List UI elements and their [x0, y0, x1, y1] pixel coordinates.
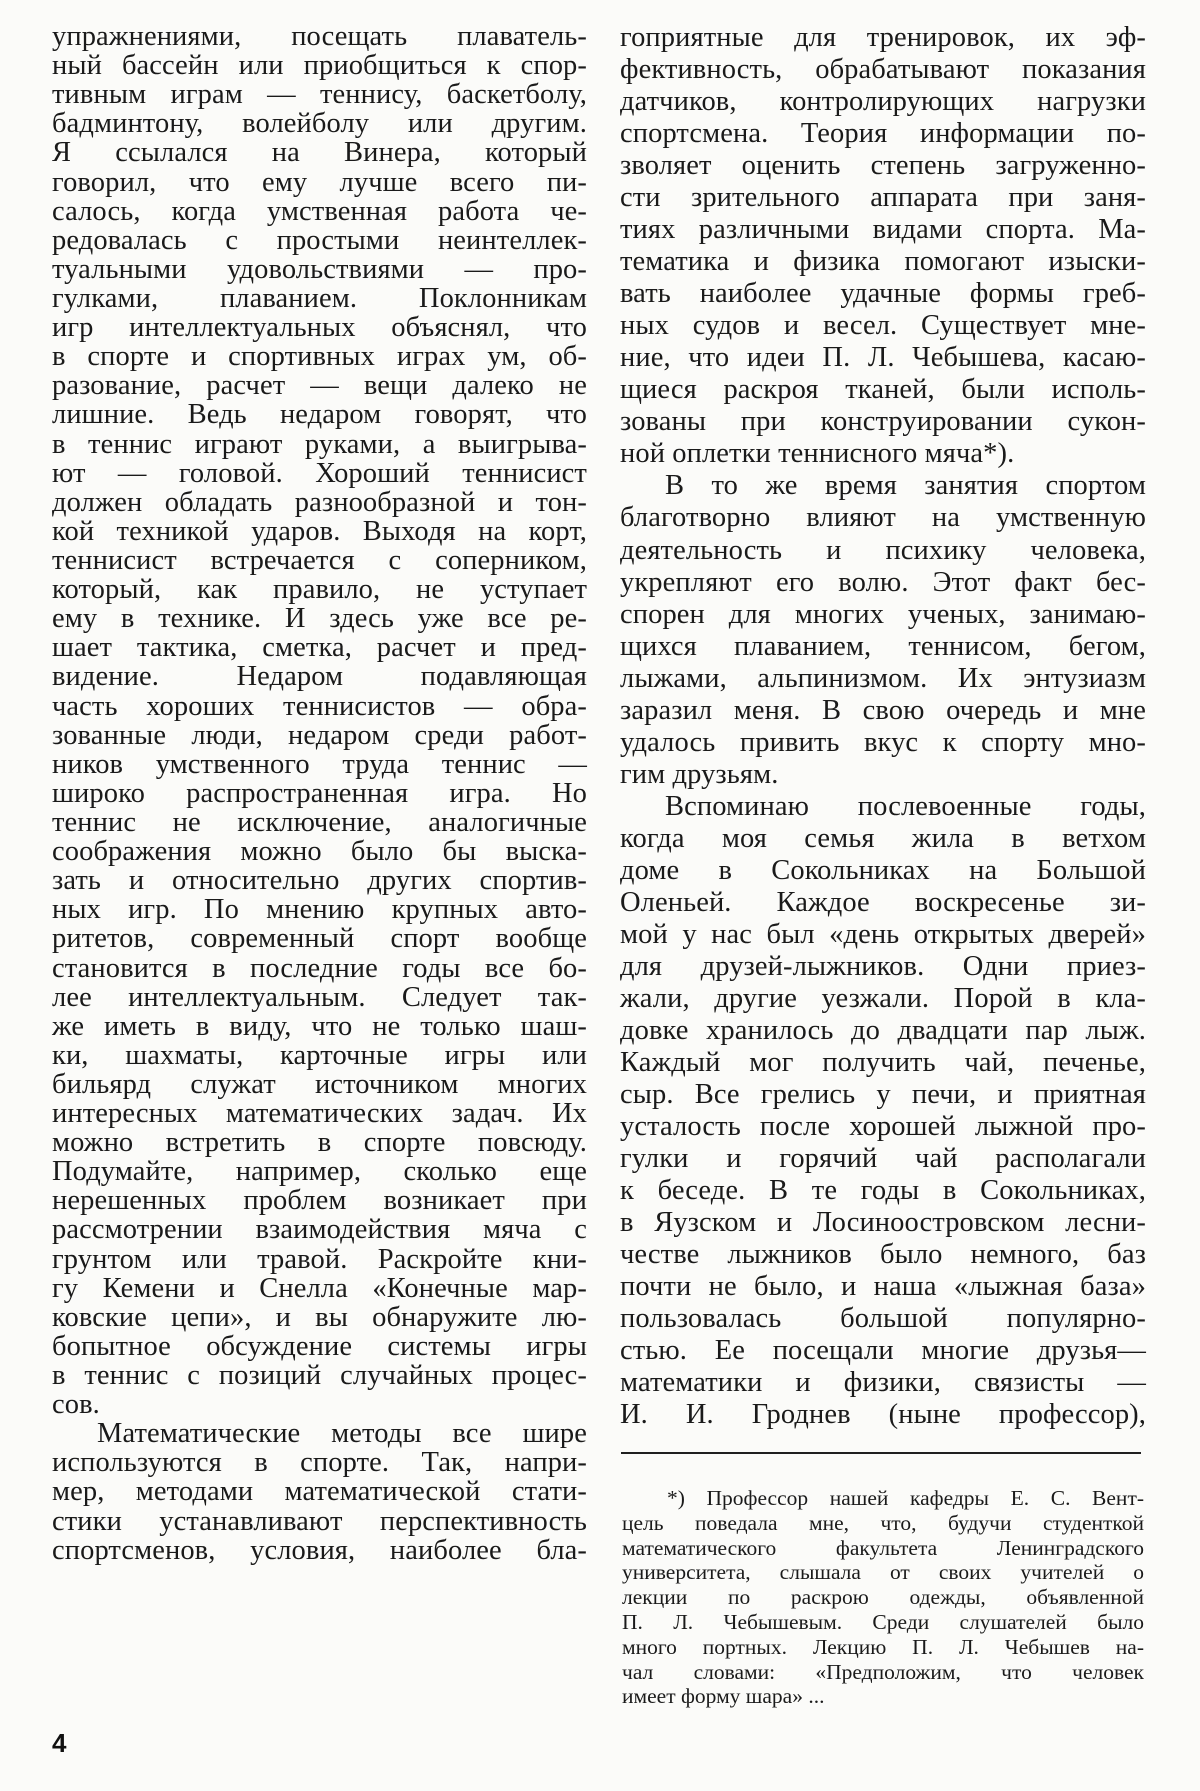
text-line: фективность, обрабатывают показания: [620, 54, 1146, 86]
text-line: ему в технике. И здесь уже все ре-: [52, 603, 587, 635]
text-line: упражнениями, посещать плаватель-: [52, 21, 587, 52]
text-line: в Яузском и Лосиноостровском лесни-: [620, 1207, 1146, 1239]
text-line: когда моя семья жила в ветхом: [620, 822, 1146, 854]
text-line: лыжами, альпинизмом. Их энтузиазм: [620, 662, 1146, 694]
text-line: ников умственного труда теннис —: [52, 748, 587, 780]
text-line: соображения можно было бы выска-: [52, 836, 587, 868]
text-line: зволяет оценить степень загруженно-: [620, 150, 1146, 182]
text-line: теннис не исключение, аналогичные: [52, 806, 587, 838]
text-line: в спорте и спортивных играх ум, об-: [52, 341, 587, 373]
text-line: цель поведала мне, что, будучи студенткой: [622, 1510, 1144, 1535]
text-line: для друзей-лыжников. Одни приез-: [620, 950, 1146, 982]
text-line: тематика и физика помогают изыски-: [620, 246, 1146, 278]
text-line: *) Профессор нашей кафедры Е. С. Вент-: [667, 1486, 1144, 1510]
text-line: широко распространенная игра. Но: [52, 777, 587, 809]
page-number: 4: [52, 1728, 67, 1758]
text-line: шает тактика, сметка, расчет и пред-: [52, 632, 587, 664]
text-line: вать наиболее удачные формы греб-: [620, 278, 1146, 310]
right-text-column: [620, 22, 1146, 1431]
text-line: который, как правило, не уступает: [52, 574, 587, 606]
text-line: нерешенных проблем возникает при: [52, 1185, 587, 1217]
text-line: математического факультета Ленинградского: [622, 1535, 1144, 1560]
text-line: разование, расчет — вещи далеко не: [52, 370, 587, 402]
text-line: Подумайте, например, сколько еще: [52, 1156, 587, 1188]
text-line: ных судов и весел. Существует мне-: [620, 310, 1146, 342]
text-line: ние, что идеи П. Л. Чебышева, касаю-: [620, 342, 1146, 374]
text-line: кой техникой ударов. Выходя на корт,: [52, 515, 587, 547]
text-line: благотворно влияют на умственную: [620, 502, 1146, 534]
text-line: бопытное обсуждение системы игры: [52, 1330, 587, 1362]
text-line: честве лыжников было немного, баз: [620, 1239, 1146, 1271]
text-line: ных игр. По мнению крупных авто-: [52, 894, 587, 926]
text-line: видение. Недаром подавляющая: [52, 661, 587, 693]
text-line: довке хранилось до двадцати пар лыж.: [620, 1014, 1146, 1046]
text-line: гим друзьям.: [620, 758, 779, 790]
text-line: становится в последние годы все бо-: [52, 952, 587, 984]
text-line: салось, когда умственная работа че-: [52, 195, 587, 227]
text-line: И. И. Гроднев (ныне профессор),: [620, 1399, 1146, 1431]
text-line: стью. Ее посещали многие друзья—: [620, 1335, 1146, 1367]
text-line: ритетов, современный спорт вообще: [52, 923, 587, 955]
text-line: игр интеллектуальных объяснял, что: [52, 312, 587, 344]
text-line: много портных. Лекцию П. Л. Чебышев на-: [622, 1634, 1144, 1659]
text-line: лее интеллектуальным. Следует так-: [52, 981, 587, 1013]
text-line: лишние. Ведь недаром говорят, что: [52, 399, 587, 431]
text-line: щиеся раскроя тканей, были исполь-: [620, 374, 1146, 406]
text-line: щихся плаванием, теннисом, бегом,: [620, 630, 1146, 662]
text-line: теннисист встречается с соперником,: [52, 544, 587, 576]
text-line: гоприятные для тренировок, их эф-: [620, 22, 1146, 53]
text-line: тиях различными видами спорта. Ма-: [620, 214, 1146, 246]
text-line: в теннис с позиций случайных процес-: [52, 1360, 587, 1392]
text-line: сти зрительного аппарата при заня-: [620, 182, 1146, 214]
text-line: ной оплетки теннисного мяча*).: [620, 438, 1015, 470]
text-line: Математические методы все шире: [97, 1418, 587, 1450]
text-line: сыр. Все грелись у печи, и приятная: [620, 1079, 1146, 1111]
text-line: грунтом или травой. Раскройте кни-: [52, 1243, 587, 1275]
text-line: математики и физики, связисты —: [620, 1367, 1146, 1399]
text-line: в теннис играют руками, а выигрыва-: [52, 428, 587, 460]
text-line: к беседе. В те годы в Сокольниках,: [620, 1175, 1146, 1207]
text-line: гулками, плаванием. Поклонникам: [52, 282, 587, 314]
text-line: часть хороших теннисистов — обра-: [52, 690, 587, 722]
text-line: интересных математических задач. Их: [52, 1098, 587, 1130]
text-line: гулки и горячий чай располагали: [620, 1143, 1146, 1175]
text-line: чал словами: «Предположим, что человек: [622, 1659, 1144, 1684]
text-line: усталость после хорошей лыжной про-: [620, 1111, 1146, 1143]
text-line: мер, методами математической стати-: [52, 1476, 587, 1508]
text-line: говорил, что ему лучше всего пи-: [52, 166, 587, 198]
text-line: пользовалась большой популярно-: [620, 1303, 1146, 1335]
text-line: П. Л. Чебышевым. Среди слушателей было: [622, 1609, 1144, 1634]
text-line: Вспоминаю послевоенные годы,: [665, 790, 1146, 822]
text-line: доме в Сокольниках на Большой: [620, 854, 1146, 886]
text-line: редовалась с простыми неинтеллек-: [52, 224, 587, 256]
text-line: сов.: [52, 1389, 100, 1421]
text-line: жали, другие уезжали. Порой в кла-: [620, 982, 1146, 1014]
left-text-column: [52, 22, 587, 1565]
text-line: спортсменов, условия, наиболее бла-: [52, 1534, 587, 1566]
text-line: В то же время занятия спортом: [665, 470, 1146, 502]
text-line: университета, слышала от своих учителей о: [622, 1560, 1144, 1585]
text-line: мой у нас был «день открытых дверей»: [620, 918, 1146, 950]
text-line: тивным играм — теннису, баскетболу,: [52, 79, 587, 111]
text-line: Каждый мог получить чай, печенье,: [620, 1047, 1146, 1078]
text-line: имеет форму шара» ...: [622, 1684, 825, 1709]
text-line: почти не было, и наша «лыжная база»: [620, 1271, 1146, 1303]
text-line: же иметь в виду, что не только шаш-: [52, 1010, 587, 1042]
text-line: спортсмена. Теория информации по-: [620, 118, 1146, 150]
text-line: спорен для многих ученых, занимаю-: [620, 598, 1146, 630]
text-line: используются в спорте. Так, напри-: [52, 1447, 587, 1479]
text-line: гу Кемени и Снелла «Конечные мар-: [52, 1272, 587, 1304]
text-line: удалось привить вкус к спорту мно-: [620, 726, 1146, 758]
footnote: [622, 1486, 1144, 1709]
text-line: бадминтону, волейболу или другим.: [52, 108, 587, 140]
text-line: деятельность и психику человека,: [620, 534, 1146, 566]
text-line: бильярд служат источником многих: [52, 1068, 587, 1100]
text-line: рассмотрении взаимодействия мяча с: [52, 1214, 587, 1246]
text-line: зованы при конструировании сукон-: [620, 406, 1146, 438]
text-line: укрепляют его волю. Этот факт бес-: [620, 566, 1146, 598]
text-line: Я ссылался на Винера, который: [52, 137, 587, 169]
text-line: лекции по раскрою одежды, объявленной: [622, 1585, 1144, 1610]
text-line: Оленьей. Каждое воскресенье зи-: [620, 886, 1146, 918]
text-line: датчиков, контролирующих нагрузки: [620, 86, 1146, 118]
text-line: зать и относительно других спортив-: [52, 865, 587, 897]
text-line: зованные люди, недаром среди работ-: [52, 719, 587, 751]
footnote-separator-rule: [621, 1452, 1141, 1454]
text-line: можно встретить в спорте повсюду.: [52, 1127, 587, 1159]
text-line: ный бассейн или приобщиться к спор-: [52, 50, 587, 82]
text-line: стики устанавливают перспективность: [52, 1505, 587, 1537]
text-line: заразил меня. В свою очередь и мне: [620, 694, 1146, 726]
text-line: туальными удовольствиями — про-: [52, 253, 587, 285]
text-line: ки, шахматы, карточные игры или: [52, 1039, 587, 1071]
text-line: ют — головой. Хороший теннисист: [52, 457, 587, 489]
text-line: должен обладать разнообразной и тон-: [52, 486, 587, 518]
text-line: ковские цепи», и вы обнаружите лю-: [52, 1301, 587, 1333]
